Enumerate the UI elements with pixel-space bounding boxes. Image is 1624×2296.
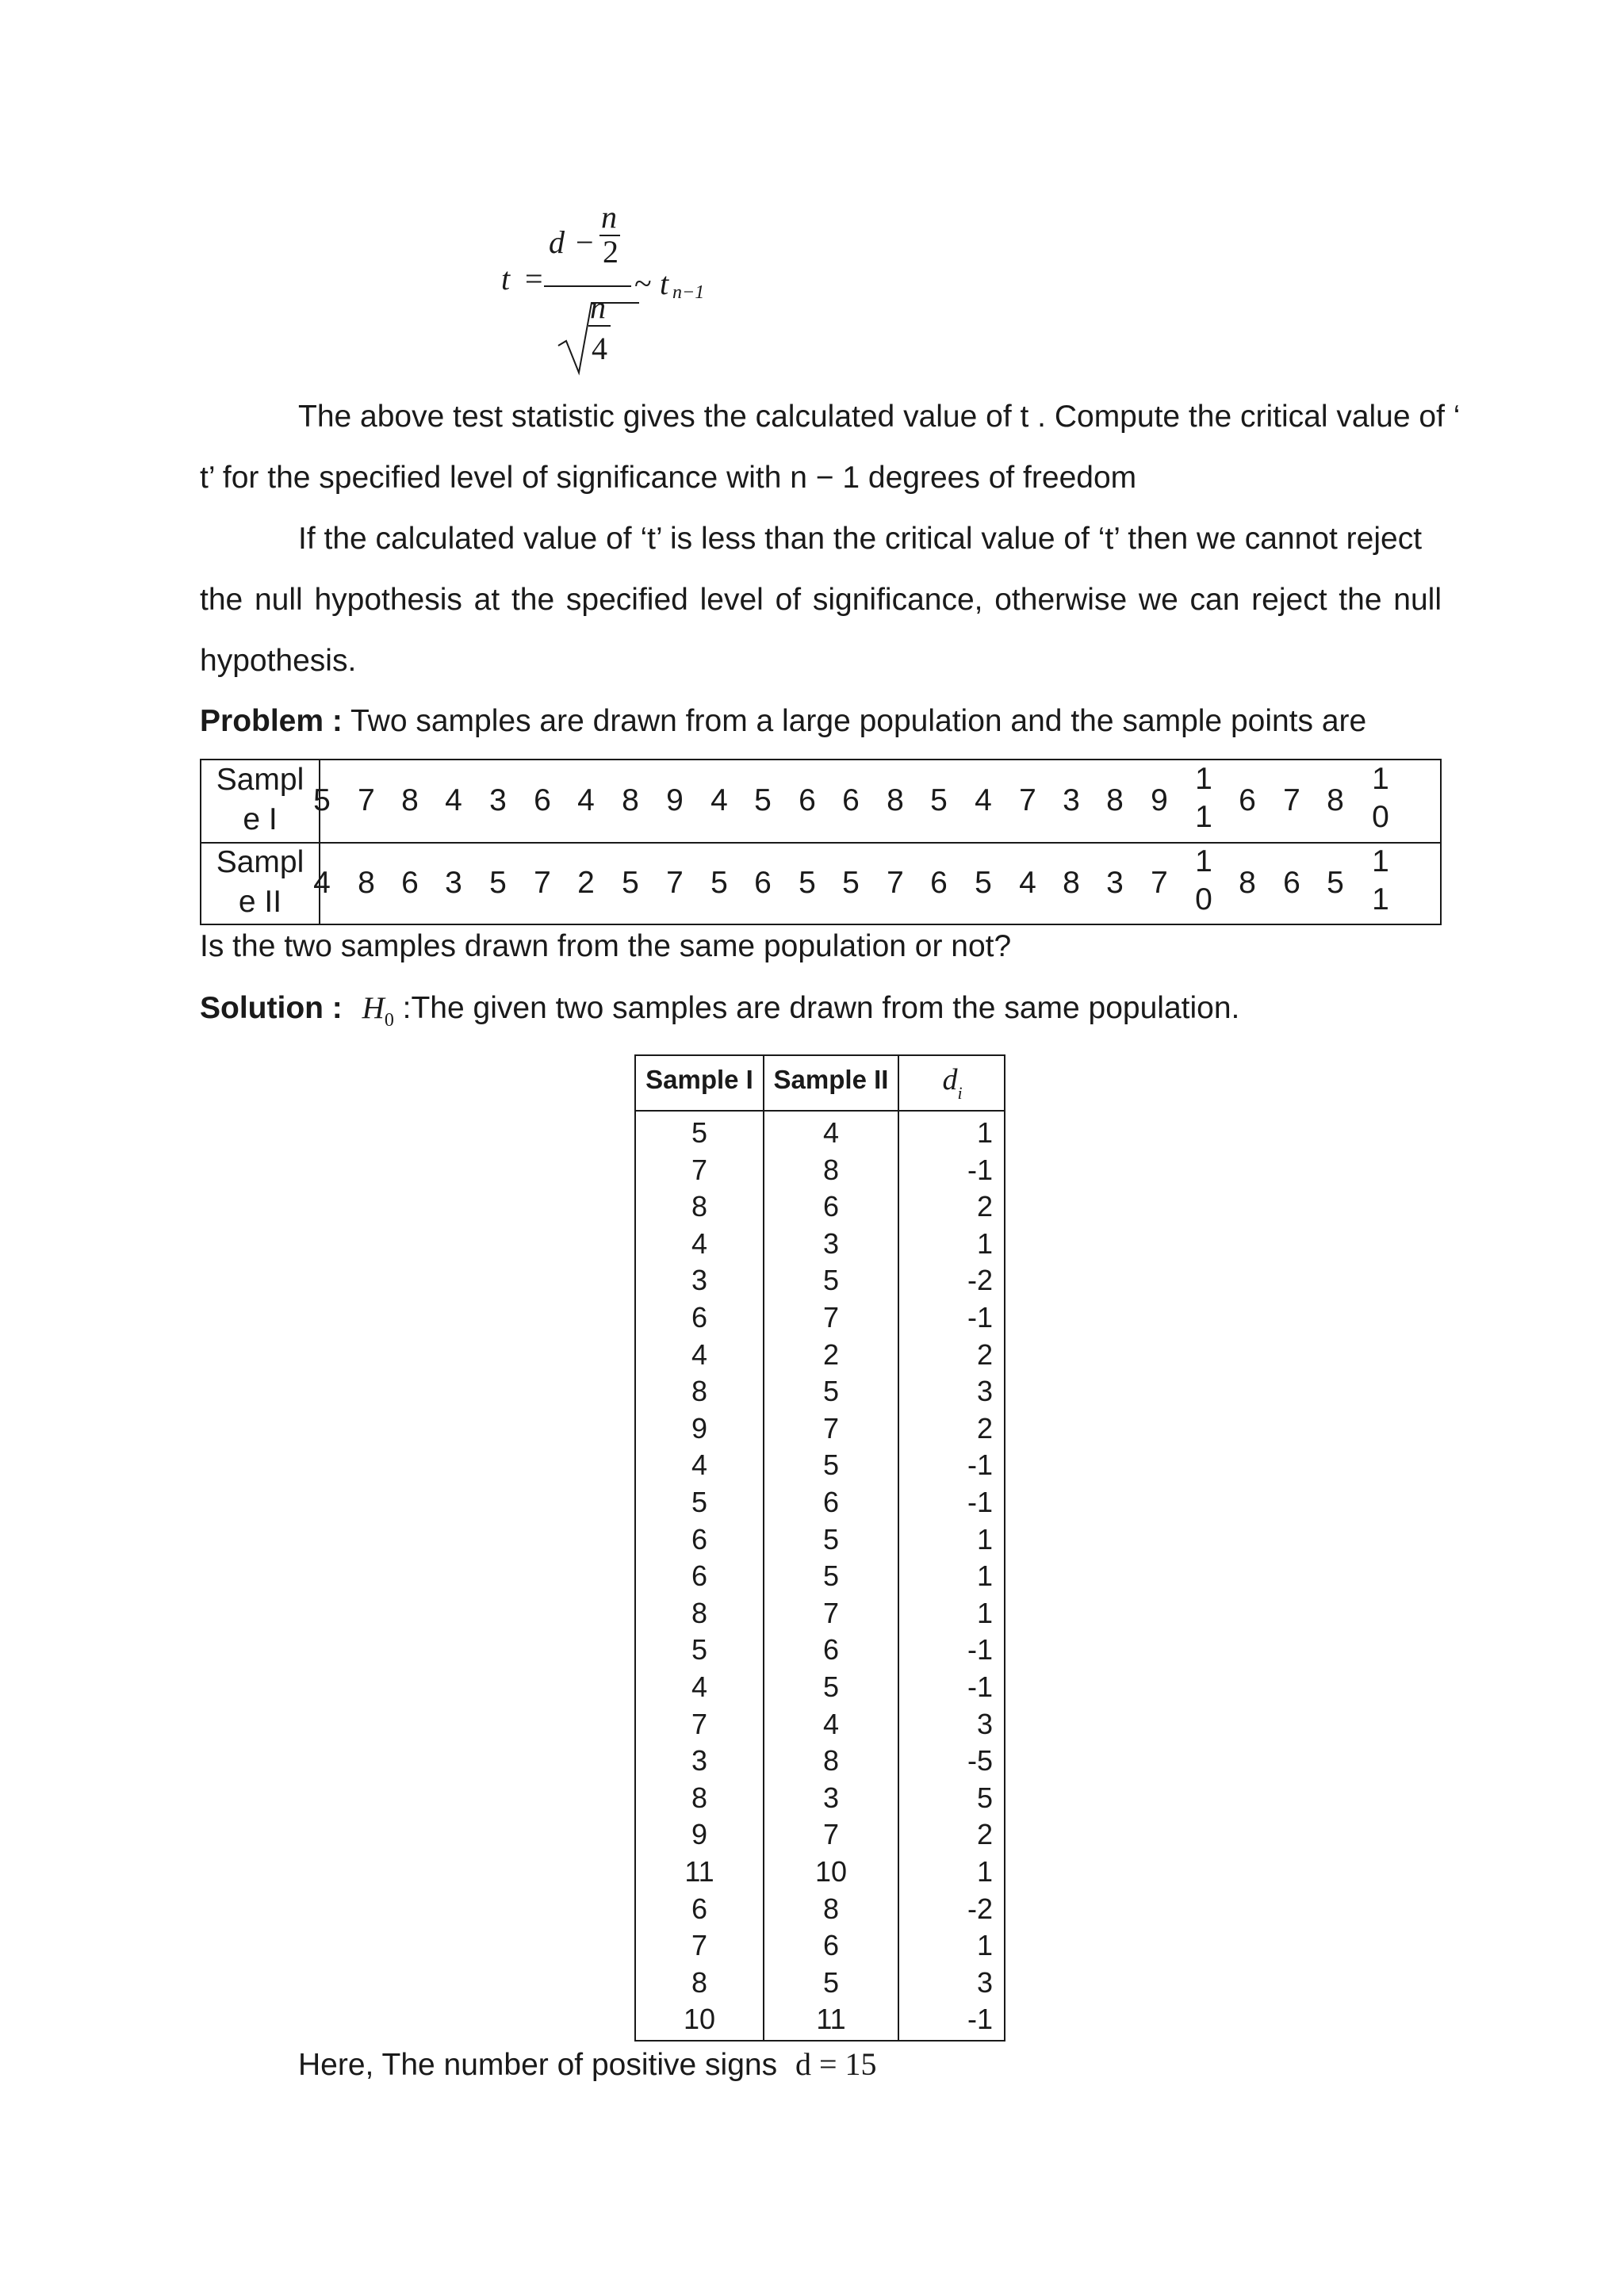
sample-1-cell: 6 [691,1559,708,1593]
sample-row-1-value: 3 [489,783,507,817]
sample-2-cell: 8 [822,1744,840,1777]
table-row [636,1226,1004,1263]
difference-cell: 2 [976,1411,993,1445]
header-d-symbol: d [942,1063,958,1096]
table-row [636,1484,1004,1521]
sample-row-2-value: 5 [1327,866,1344,900]
sample-row-2-value: 1 1 [1372,844,1389,916]
table-row [636,1152,1004,1189]
sample-2-cell: 4 [822,1116,840,1149]
h0-subscript: 0 [384,1010,394,1031]
sample-row-2-value: 6 [401,866,419,900]
formula-num-n: n [601,199,617,235]
sample-row-1-value: 6 [842,783,860,817]
sample-row-1-value: 1 0 [1372,762,1389,834]
table-row [636,1891,1004,1928]
sample-row-1-value: 8 [622,783,639,817]
sample-1-cell: 5 [691,1633,708,1667]
sample-row-2-value: 7 [1151,866,1168,900]
sample-1-cell: 8 [691,1596,708,1629]
sample-1-cell: 8 [691,1781,708,1814]
formula-t: t [501,261,511,297]
difference-cell: 3 [976,1707,993,1740]
sample-2-cell: 6 [822,1486,840,1518]
sample-1-cell: 4 [691,1670,708,1703]
sample-2-cell: 5 [822,1375,840,1408]
header-sample-2: Sample II [773,1065,889,1094]
difference-cell: 1 [976,1116,993,1149]
sample-1-cell: 6 [691,1892,708,1925]
sample-row-1-value: 4 [710,783,728,817]
sample-row-2-value: 4 [313,866,331,900]
sample-row-2-value: 5 [975,866,992,900]
sample-row-2-value: 7 [666,866,684,900]
sample-row-2-value: 6 [1283,866,1300,900]
sample-row-1-value: 9 [1151,783,1168,817]
paragraph-1-line-1: The above test statistic gives the calculated value of t . Compute the critical value of ‘ [298,400,1461,434]
conclusion-expression: d = 15 [795,2046,877,2082]
table-row [636,1337,1004,1374]
sample-row-2-value: 8 [358,866,375,900]
sample-row-1-value: 7 [1019,783,1036,817]
conclusion-statement [298,2045,877,2084]
sample-2-cell: 5 [822,1965,840,1999]
sample-1-cell: 7 [691,1153,708,1186]
table-row [636,1595,1004,1632]
difference-cell: -1 [967,1153,993,1186]
sample-row-2-value: 8 [1063,866,1080,900]
formula-minus: − [576,224,594,260]
sample-1-cell: 3 [691,1264,708,1297]
table-row [636,1706,1004,1743]
header-d [899,1056,1005,1110]
sample-row-2-label-line-2: e II [238,885,282,919]
table-row [636,1410,1004,1448]
sample-1-cell: 4 [691,1226,708,1260]
sample-row-2-value: 2 [577,866,595,900]
sample-row-1-value: 4 [975,783,992,817]
table-row [636,2001,1004,2038]
sample-table [200,759,1442,925]
sample-1-cell: 4 [691,1448,708,1482]
sample-2-cell: 5 [822,1559,840,1593]
sample-2-cell: 7 [822,1411,840,1445]
sample-row-2-label-line-1: Sampl [216,845,304,879]
difference-cell: 1 [976,1226,993,1260]
table-row [636,1188,1004,1226]
sample-1-cell: 8 [691,1375,708,1408]
sample-row-1-value: 5 [754,783,772,817]
formula-den-n: n [590,289,606,325]
header-sample-1: Sample I [645,1065,753,1094]
sample-1-cell: 7 [691,1707,708,1740]
sample-1-cell: 6 [691,1522,708,1556]
table-row [636,1743,1004,1780]
sample-row-2-value: 6 [754,866,772,900]
sample-row-2-value: 4 [1019,866,1036,900]
difference-cell: -2 [967,1264,993,1297]
difference-cell: -1 [967,1448,993,1482]
solution-statement [200,989,1239,1031]
formula-dist-t: t [660,266,669,301]
sample-row-2 [201,843,1440,924]
sample-row-1-label [201,760,320,842]
sample-row-2-value: 3 [1106,866,1124,900]
sample-row-1-value: 5 [930,783,948,817]
sample-row-1-value: 6 [1239,783,1256,817]
sample-row-1-label-line-1: Sampl [216,763,304,797]
sample-row-2-label [201,843,320,924]
sample-2-cell: 5 [822,1264,840,1297]
difference-cell: 2 [976,1190,993,1223]
table-row [636,1669,1004,1706]
sample-row-1-value: 8 [1327,783,1344,817]
header-d-subscript: i [957,1083,963,1103]
sample-2-cell: 7 [822,1301,840,1334]
table-row [636,1558,1004,1595]
sample-1-cell: 9 [691,1411,708,1445]
conclusion-text: Here, The number of positive signs [298,2048,778,2082]
sample-1-cell: 9 [691,1818,708,1851]
difference-cell: 3 [976,1965,993,1999]
sample-1-cell: 6 [691,1301,708,1334]
formula-d: d [549,224,565,260]
sample-2-cell: 7 [822,1596,840,1629]
difference-cell: -1 [967,1486,993,1518]
sample-row-2-value: 7 [534,866,551,900]
sample-row-1-value: 3 [1063,783,1080,817]
sample-2-cell: 11 [816,2003,846,2036]
sample-2-cell: 10 [814,1855,848,1888]
table-row [636,1521,1004,1559]
table-row [636,1373,1004,1410]
sample-row-2-value: 5 [842,866,860,900]
sample-1-cell: 5 [691,1116,708,1149]
sample-row-2-value: 5 [710,866,728,900]
table-row [636,1854,1004,1891]
paragraph-2-line-1: If the calculated value of ‘t’ is less than the critical value of ‘t’ then we cannot reject [298,522,1423,556]
difference-table-header [636,1056,1004,1112]
sample-row-2-value: 7 [887,866,904,900]
formula-dist-sub: n−1 [672,282,705,303]
solution-text: :The given two samples are drawn from the same population. [393,991,1240,1025]
formula-den-frac-line [588,325,611,327]
sample-1-cell: 4 [691,1337,708,1371]
sample-2-cell: 7 [822,1818,840,1851]
sample-row-1-value: 4 [445,783,462,817]
problem-text: Two samples are drawn from a large population and the sample points are [342,704,1367,738]
sample-2-cell: 2 [822,1337,840,1371]
sample-row-1-value: 5 [313,783,331,817]
difference-cell: 1 [976,1559,993,1593]
difference-cell: 2 [976,1818,993,1851]
table-row [636,1299,1004,1337]
sample-1-cell: 3 [691,1744,708,1777]
table-row [636,1927,1004,1965]
sample-1-cell: 11 [684,1855,714,1888]
paragraph-2-line-3: hypothesis. [200,644,357,678]
sample-row-1-value: 4 [577,783,595,817]
table-row [636,1780,1004,1817]
difference-cell: 1 [976,1522,993,1556]
sample-row-1-value: 8 [1106,783,1124,817]
h0-symbol: H [362,991,385,1025]
formula-num-2: 2 [603,234,619,270]
sample-row-2-value: 6 [930,866,948,900]
difference-cell: 1 [976,1929,993,1962]
sample-row-2-value: 3 [445,866,462,900]
problem-question: Is the two samples drawn from the same population or not? [200,929,1012,963]
difference-cell: -1 [967,1301,993,1334]
sample-2-cell: 6 [822,1190,840,1223]
difference-cell: -1 [967,1670,993,1703]
formula-main-frac-line [544,285,631,287]
difference-cell: -2 [967,1892,993,1925]
sample-2-cell: 5 [822,1448,840,1482]
difference-cell: -1 [967,1633,993,1667]
sample-1-cell: 5 [691,1486,708,1518]
sample-1-cell: 7 [691,1929,708,1962]
sample-1-cell: 8 [691,1190,708,1223]
sample-row-1-value: 6 [799,783,816,817]
sample-2-cell: 3 [822,1226,840,1260]
difference-cell: 1 [976,1596,993,1629]
difference-cell: -1 [967,2003,993,2036]
difference-cell: 5 [976,1781,993,1814]
sample-row-2-value: 5 [799,866,816,900]
sample-2-cell: 6 [822,1929,840,1962]
problem-statement [200,702,1366,740]
formula-tilde: ~ [634,266,652,301]
sample-row-1-value: 1 1 [1195,762,1212,834]
solution-label: Solution : [200,991,343,1025]
sample-2-cell: 5 [822,1670,840,1703]
formula-den-4: 4 [592,331,607,366]
difference-cell: 3 [976,1375,993,1408]
sample-2-cell: 8 [822,1153,840,1186]
table-row [636,1115,1004,1152]
paragraph-2-line-2: the null hypothesis at the specified level of significance, otherwise we can reject the null [200,583,1442,617]
difference-table [634,1054,1005,2042]
sample-row-2-value: 5 [622,866,639,900]
sample-2-cell: 5 [822,1522,840,1556]
table-row [636,1447,1004,1484]
sample-row-1-label-line-2: e I [243,802,278,836]
problem-label: Problem : [200,704,343,738]
sample-row-1-value: 6 [534,783,551,817]
table-row [636,1632,1004,1669]
difference-cell: -5 [967,1744,993,1777]
sample-1-cell: 8 [691,1965,708,1999]
sample-2-cell: 6 [822,1633,840,1667]
sample-2-cell: 3 [822,1781,840,1814]
sample-row-2-value: 8 [1239,866,1256,900]
test-statistic-formula [484,199,737,373]
table-row [636,1816,1004,1854]
paragraph-1-line-2: t’ for the specified level of significance with n − 1 degrees of freedom [200,461,1137,495]
sample-row-1-value: 9 [666,783,684,817]
sample-row-2-value: 1 0 [1195,844,1212,916]
formula-equals: = [525,261,543,297]
sample-2-cell: 8 [822,1892,840,1925]
sample-row-1-value: 8 [887,783,904,817]
table-row [636,1262,1004,1299]
table-row [636,1965,1004,2002]
sample-1-cell: 10 [683,2003,716,2036]
sample-row-1-value: 8 [401,783,419,817]
sample-row-2-value: 5 [489,866,507,900]
difference-cell: 2 [976,1337,993,1371]
sample-row-1-value: 7 [358,783,375,817]
sample-row-1 [201,760,1440,844]
sample-row-1-value: 7 [1283,783,1300,817]
sample-2-cell: 4 [822,1707,840,1740]
difference-cell: 1 [976,1855,993,1888]
